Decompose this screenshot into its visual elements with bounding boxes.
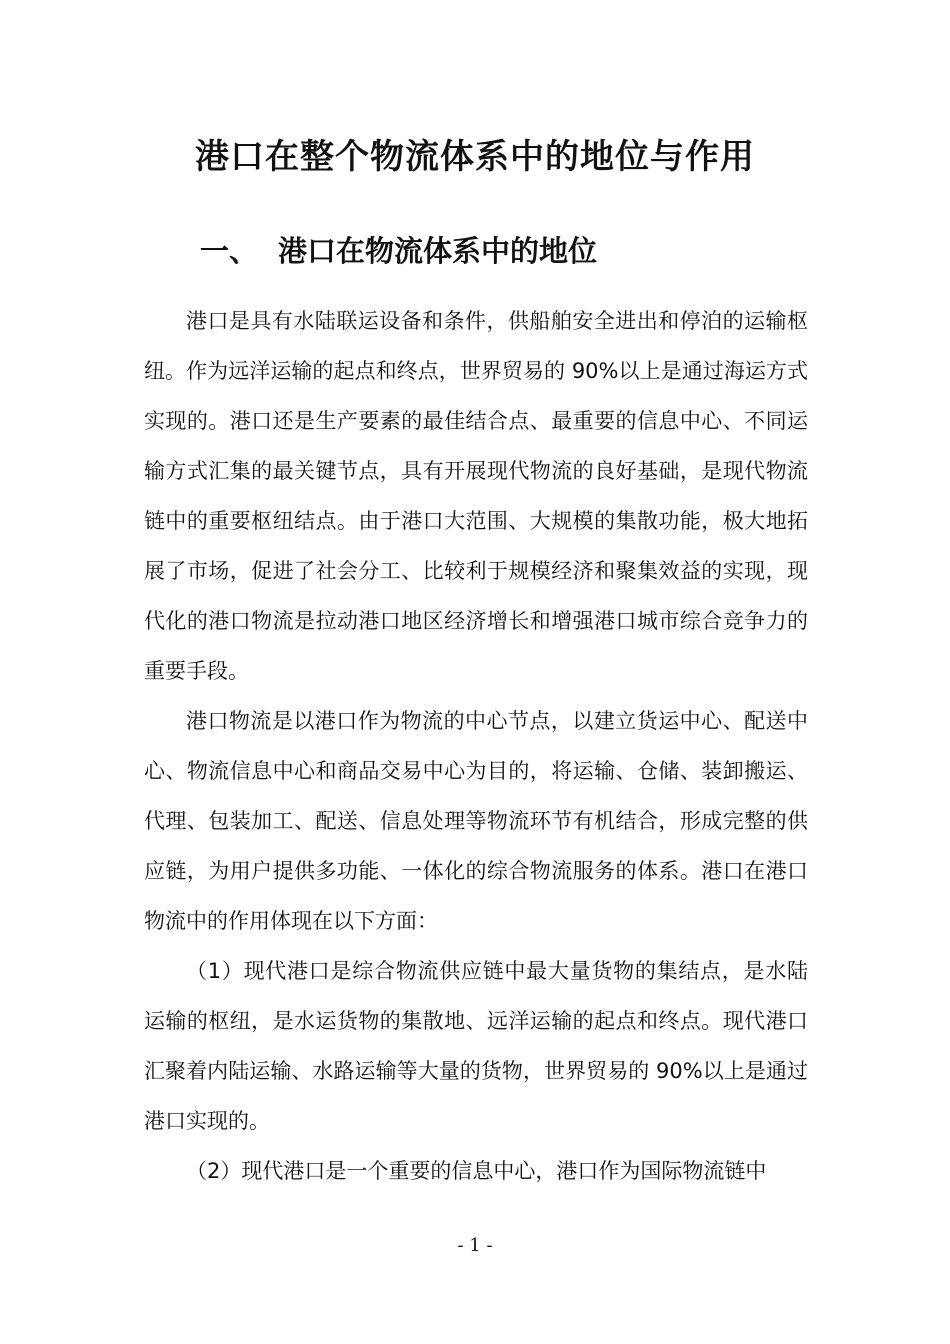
paragraph: 港口物流是以港口作为物流的中心节点，以建立货运中心、配送中心、物流信息中心和商品交易中心为目的，将运输、仓储、装卸搬运、代理、包装加工、配送、信息处理等物流环节有机结合，形成完整的供应链，为用户提供多功能、一体化的综合物流服务的体系。港口在港口物流中的作用体现在以下方面： <box>144 709 808 933</box>
paragraph: （2）现代港口是一个重要的信息中心，港口作为国际物流链中 <box>186 1159 767 1183</box>
document-title: 港口在整个物流体系中的地位与作用 <box>195 137 755 177</box>
page-number: - 1 - <box>457 1235 493 1256</box>
section-number: 一、 <box>200 234 259 268</box>
body-text <box>144 296 808 1196</box>
paragraph: 港口是具有水陆联运设备和条件，供船舶安全进出和停泊的运输枢纽。作为远洋运输的起点和终点，世界贸易的 90%以上是通过海运方式实现的。港口还是生产要素的最佳结合点、最重要的信息中心、不同运输方式汇集的最关键节点，具有开展现代物流的良好基础，是现代物流链中的重要枢纽结点。由于港口大范围、大规模的集散功能，极大地拓展了市场，促进了社会分工、比较利于规模经济和聚集效益的实现，现代化的港口物流是拉动港口地区经济增长和增强港口城市综合竞争力的重要手段。 <box>144 309 808 683</box>
paragraph: （1）现代港口是综合物流供应链中最大量货物的集结点，是水陆运输的枢纽，是水运货物的集散地、远洋运输的起点和终点。现代港口汇聚着内陆运输、水路运输等大量的货物，世界贸易的 90%以上是通过港口实现的。 <box>144 959 808 1133</box>
section-heading-text: 港口在物流体系中的地位 <box>278 234 598 268</box>
section-heading <box>200 228 597 274</box>
